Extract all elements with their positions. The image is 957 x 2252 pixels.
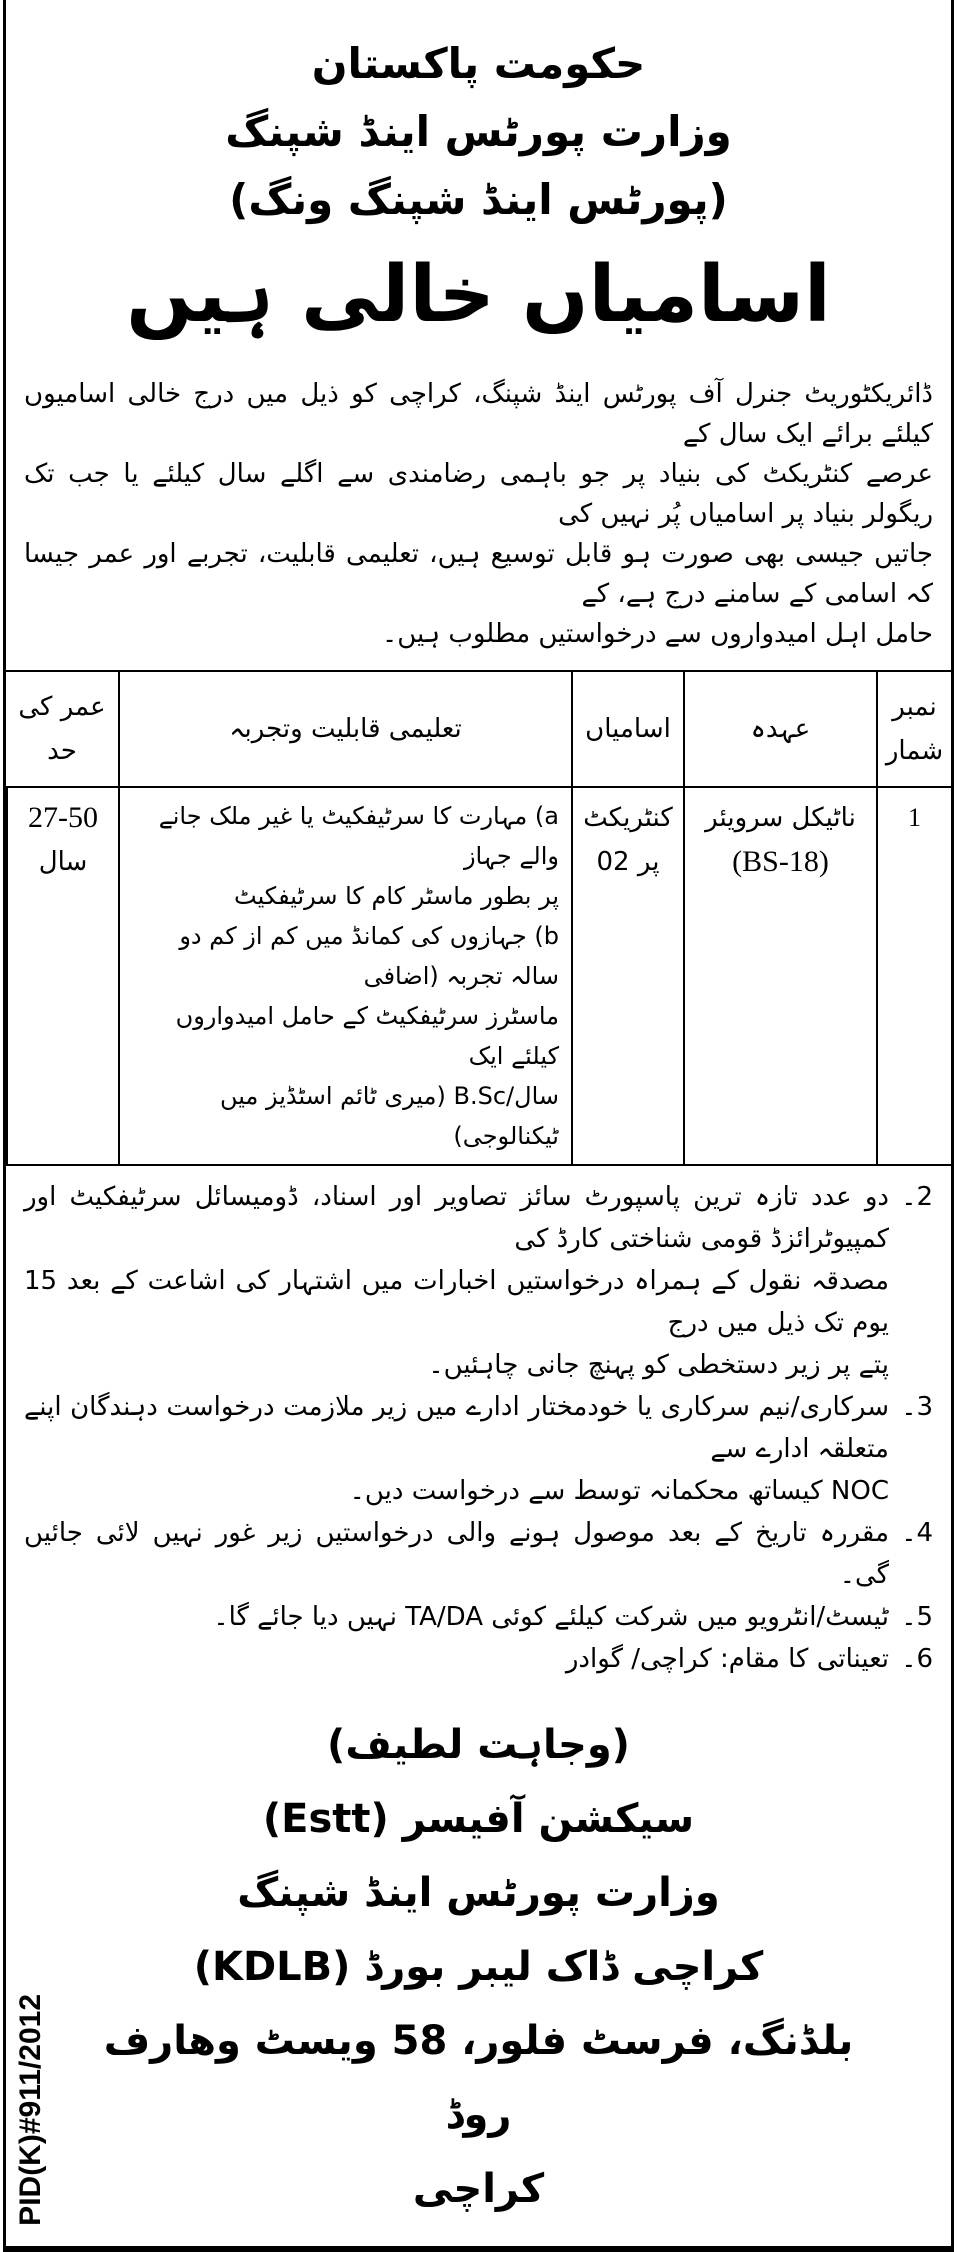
header-serial-line: شمار (885, 736, 944, 766)
item-line: سرکاری/نیم سرکاری یا خودمختار ادارے میں زیر ملازمت درخواست دہندگان اپنے متعلقہ ادارے سے (24, 1392, 889, 1464)
list-item (24, 1386, 933, 1512)
signatory-name: (وجاہت لطیف) (327, 1722, 630, 1768)
instructions-list (24, 1176, 933, 1680)
qualification-line: a) مہارت کا سرٹیفکیٹ یا غیر ملک جانے والے جہاز (158, 802, 559, 870)
item-number: 4۔ (901, 1518, 933, 1548)
age-range: 27-50 (28, 801, 98, 834)
row-qualification (118, 788, 571, 1166)
item-line: ٹیسٹ/انٹرویو میں شرکت کیلئے کوئی TA/DA نہیں دیا جائے گا۔ (213, 1602, 889, 1632)
intro-line: حامل اہل امیدواروں سے درخواستیں مطلوب ہیں۔ (381, 619, 933, 649)
item-number: 3۔ (901, 1392, 933, 1422)
signatory-designation: سیکشن آفیسر (Estt) (262, 1796, 695, 1842)
vacancy-table (6, 670, 951, 1166)
qualification-line: b) جہازوں کی کمانڈ میں کم از کم دو سالہ تجربہ (اضافی (179, 922, 559, 990)
signatory-board: کراچی ڈاک لیبر بورڈ (KDLB) (193, 1944, 764, 1990)
header-serial-line: نمبر (892, 692, 937, 722)
post-grade: (BS-18) (732, 845, 829, 878)
item-line: مصدقہ نقول کے ہمراہ درخواستیں اخبارات میں اشتہار کی اشاعت کے بعد 15 یوم تک ذیل میں درج (24, 1266, 889, 1338)
intro-line: عرصے کنٹریکٹ کی بنیاد پر جو باہمی رضامندی سے اگلے سال کیلئے یا جب تک ریگولر بنیاد پر اسامیاں پُر نہیں کی (24, 459, 933, 529)
row-vacancies (571, 788, 683, 1166)
qualification-line: ماسٹرز سرٹیفکیٹ کے حامل امیدواروں کیلئے ایک (175, 1002, 559, 1070)
item-line: تعیناتی کا مقام: کراچی/ گوادر (565, 1644, 889, 1674)
qualification-line: پر بطور ماسٹر کام کا سرٹیفکیٹ (234, 882, 559, 910)
post-name: ناٹیکل سرویئر (705, 803, 856, 833)
item-number: 2۔ (901, 1182, 933, 1212)
header-qualification: تعلیمی قابلیت وتجربہ (118, 672, 571, 788)
intro-paragraph (24, 374, 933, 654)
item-line: NOC کیساتھ محکمانہ توسط سے درخواست دیں۔ (349, 1476, 889, 1506)
header-post: عہدہ (683, 672, 876, 788)
item-number: 5۔ (901, 1602, 933, 1632)
pid-number: PID(K)#911/2012 (14, 1994, 47, 2226)
age-unit: سال (38, 847, 88, 877)
advertisement-border (3, 0, 954, 2252)
vacancy-type: کنٹریکٹ (583, 803, 673, 833)
header-age: عمر کی حد (6, 672, 118, 788)
signature-block (66, 1708, 891, 2246)
intro-line: جاتیں جیسی بھی صورت ہو قابل توسیع ہیں، تعلیمی قابلیت، تجربے اور عمر جیسا کہ اسامی کے سامنے درج ہے، کے (24, 539, 933, 609)
item-line: پتے پر زیر دستخطی کو پہنچ جانی چاہئیں۔ (428, 1350, 889, 1380)
list-item (24, 1512, 933, 1596)
item-number: 6۔ (901, 1644, 933, 1674)
ministry-title: وزارت پورٹس اینڈ شپنگ (225, 107, 732, 156)
row-serial: 1 (876, 788, 951, 1166)
signatory-address: بلڈنگ، فرسٹ فلور، 58 ویسٹ وھارف روڈ (103, 2018, 854, 2138)
list-item (24, 1596, 933, 1638)
row-age (6, 788, 118, 1166)
header-serial (876, 672, 951, 788)
vacancy-count: پر 02 (596, 847, 660, 877)
intro-line: ڈائریکٹوریٹ جنرل آف پورٹس اینڈ شپنگ، کراچی کو ذیل میں درج خالی اسامیوں کیلئے برائے ایک سال کے (24, 379, 933, 449)
qualification-line: سال/B.Sc (میری ٹائم اسٹڈیز میں ٹیکنالوجی) (219, 1082, 559, 1150)
row-post (683, 788, 876, 1166)
list-item (24, 1638, 933, 1680)
headline: اسامیاں خالی ہیں (126, 250, 831, 340)
government-title: حکومت پاکستان (311, 39, 646, 88)
signatory-city: کراچی (412, 2166, 545, 2212)
header-vacancies: اسامیاں (571, 672, 683, 788)
item-line: مقررہ تاریخ کے بعد موصول ہونے والی درخواستیں زیر غور نہیں لائی جائیں گی۔ (24, 1518, 889, 1590)
wing-title: (پورٹس اینڈ شپنگ ونگ) (229, 175, 728, 224)
item-line: دو عدد تازہ ترین پاسپورٹ سائز تصاویر اور اسناد، ڈومیسائل سرٹیفکیٹ اور کمپیوٹرائزڈ قومی شناختی کارڈ کی (24, 1182, 889, 1254)
list-item (24, 1176, 933, 1386)
signatory-ministry: وزارت پورٹس اینڈ شپنگ (237, 1870, 720, 1916)
